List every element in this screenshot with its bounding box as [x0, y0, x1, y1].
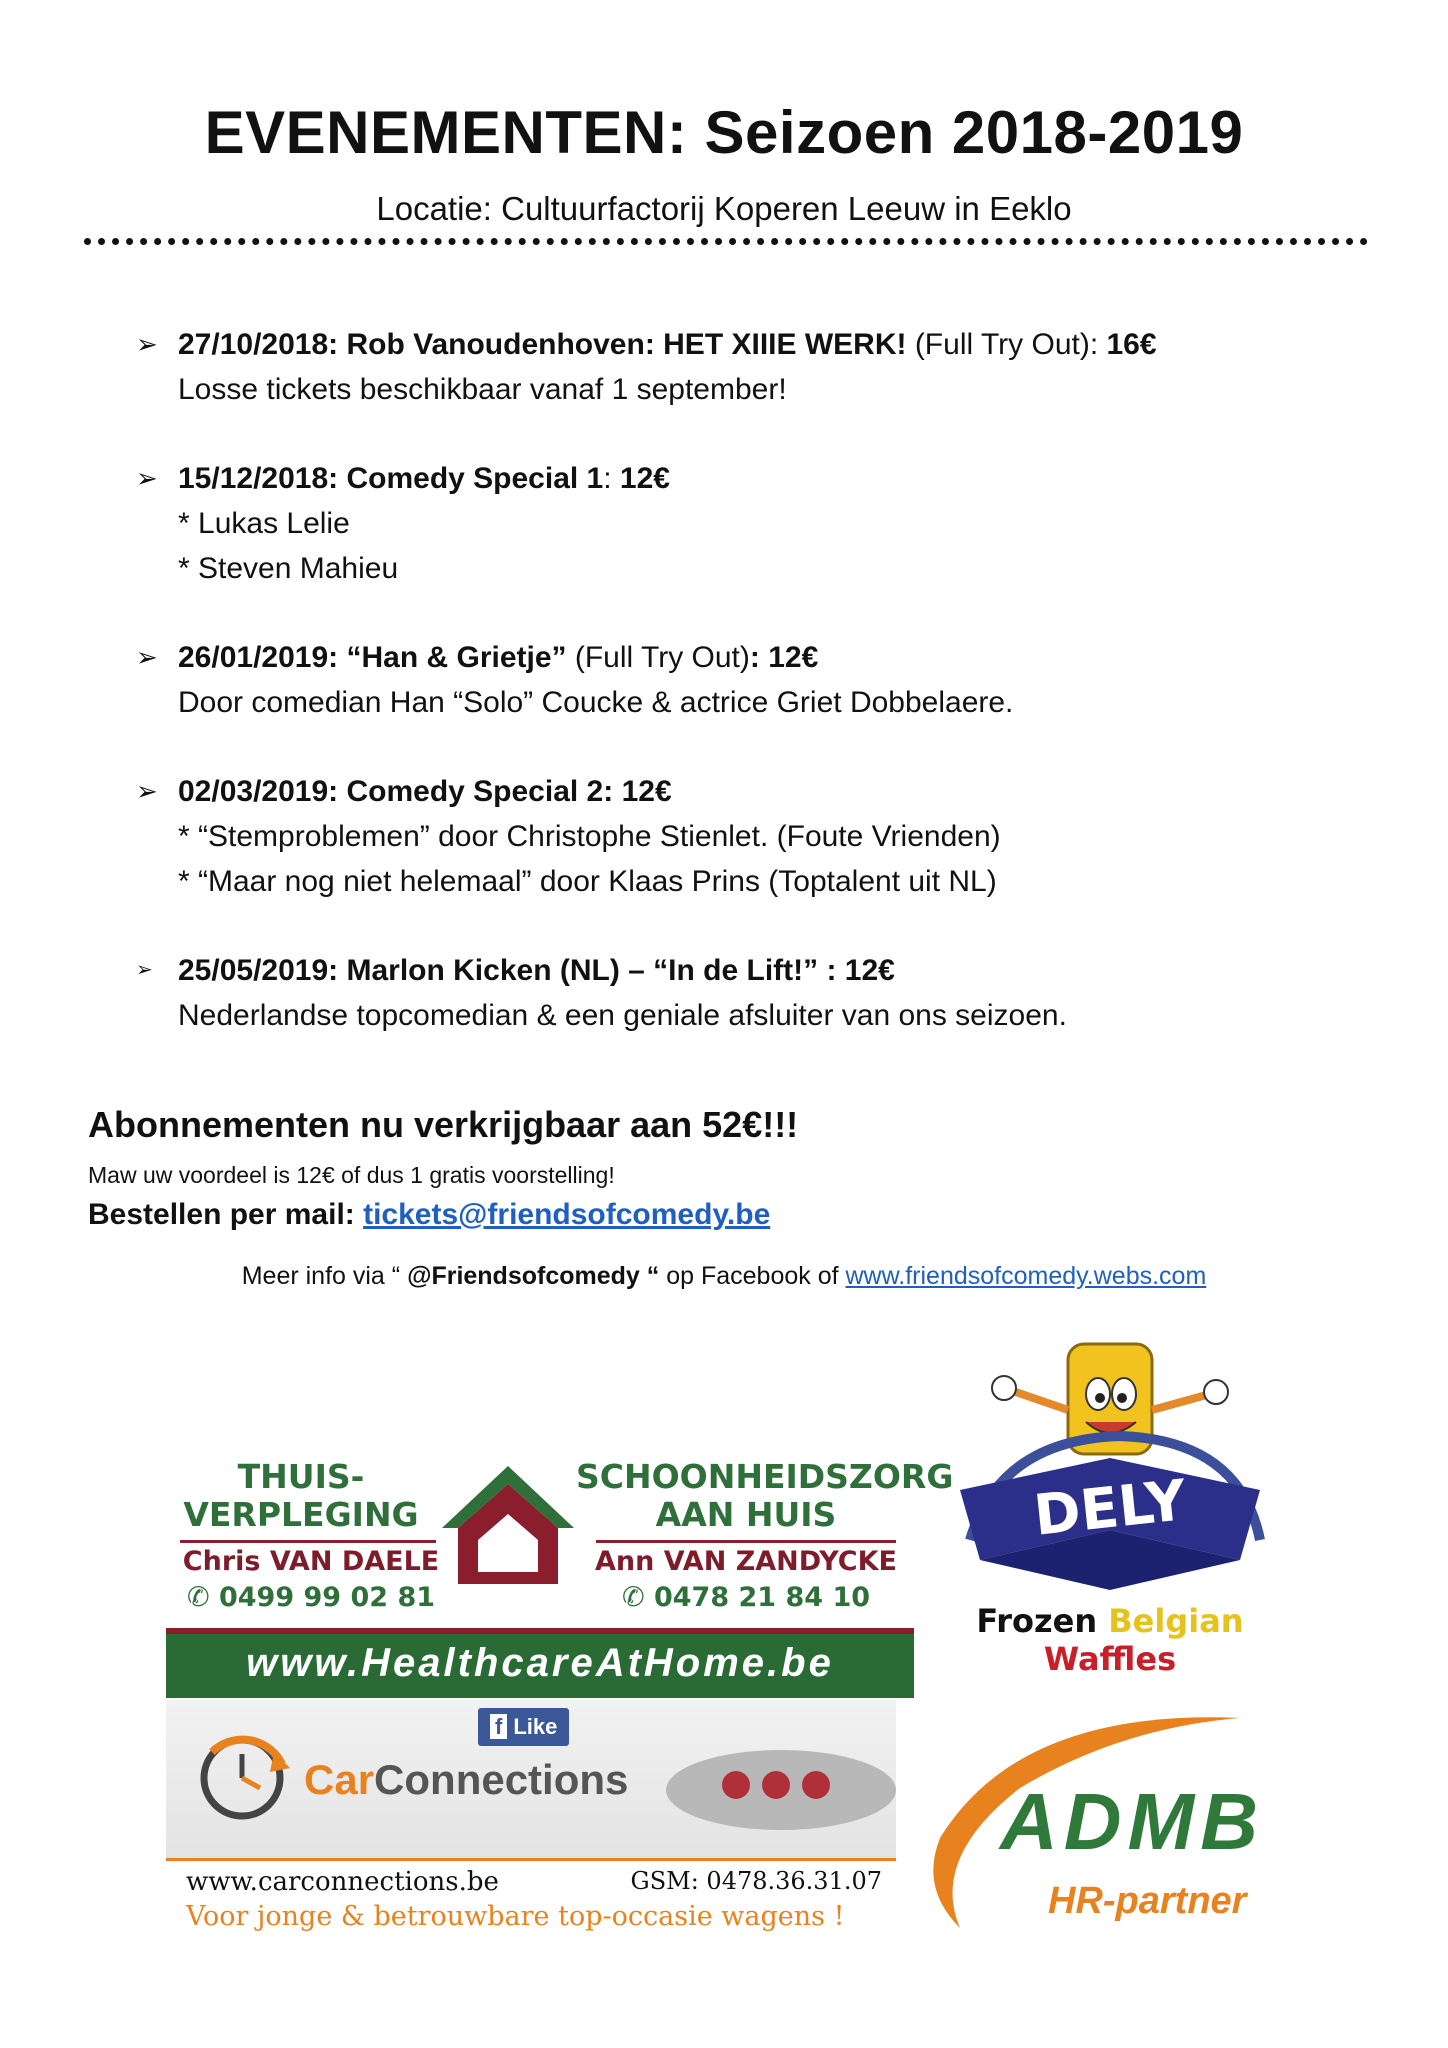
event-detail: * “Maar nog niet helemaal” door Klaas Prins (Toptalent uit NL)	[178, 865, 997, 898]
tag-belgian: Belgian	[1108, 1602, 1244, 1640]
arrow-bullet-icon: ➢	[136, 463, 158, 493]
facebook-f-icon: f	[490, 1714, 507, 1739]
event-title: 15/12/2018: Comedy Special 1	[178, 462, 604, 495]
brand-car: Car	[304, 1756, 375, 1803]
healthcare-left-title-2: VERPLEGING	[183, 1495, 419, 1534]
website-link[interactable]: www.friendsofcomedy.webs.com	[845, 1262, 1207, 1290]
location-subtitle: Locatie: Cultuurfactorij Koperen Leeuw in Eeklo	[376, 190, 1072, 227]
event-price: 12€	[619, 462, 670, 495]
healthcare-website: www.HealthcareAtHome.be	[166, 1628, 914, 1698]
car-taillight-icon	[666, 1730, 896, 1840]
info-prefix: Meer info via “	[241, 1262, 408, 1290]
arrow-bullet-icon: ➢	[136, 642, 158, 672]
event-title: 26/01/2019: “Han & Grietje”	[178, 641, 567, 674]
arrow-bullet-icon: ➢	[136, 329, 158, 359]
event-item	[136, 635, 1336, 725]
page-title: EVENEMENTEN: Seizoen 2018-2019	[204, 99, 1244, 166]
event-note: :	[603, 462, 620, 495]
healthcare-right-phone: ✆ 0478 21 84 10	[621, 1582, 871, 1613]
event-detail: Losse tickets beschikbaar vanaf 1 september!	[178, 373, 787, 406]
healthcare-left-person: Chris VAN DAELE	[182, 1546, 440, 1577]
carconnections-brand	[304, 1756, 628, 1804]
event-price: : 12€	[749, 641, 819, 674]
tag-waffles: Waffles	[1043, 1640, 1177, 1678]
healthcare-right-title-2: AAN HUIS	[655, 1495, 837, 1534]
admb-wordmark: ADMB	[1000, 1777, 1264, 1866]
healthcare-at-home-logo	[166, 1442, 954, 1692]
facebook-like-label: Like	[513, 1714, 558, 1739]
healthcare-right-person: Ann VAN ZANDYCKE	[595, 1546, 897, 1577]
event-title: 27/10/2018: Rob Vanoudenhoven: HET XIIIE WERK!	[178, 328, 907, 361]
event-detail: Door comedian Han “Solo” Coucke & actrice Griet Dobbelaere.	[178, 686, 1014, 719]
event-item	[136, 322, 1336, 412]
subscription-headline: Abonnementen nu verkrijgbaar aan 52€!!!	[88, 1104, 799, 1145]
event-note: (Full Try Out):	[906, 328, 1107, 361]
tag-frozen: Frozen	[976, 1602, 1109, 1640]
event-price: 16€	[1106, 328, 1157, 361]
event-title: 25/05/2019: Marlon Kicken (NL) – “In de Lift!” : 12€	[178, 954, 895, 987]
house-icon	[438, 1462, 578, 1592]
healthcare-left-phone: ✆ 0499 99 02 81	[186, 1582, 436, 1613]
dely-tagline	[940, 1602, 1280, 1678]
healthcare-left-title	[166, 1458, 436, 1534]
facebook-like-badge	[478, 1708, 569, 1746]
event-detail: * “Stemproblemen” door Christophe Stienlet. (Foute Vrienden)	[178, 820, 1001, 853]
healthcare-left-title-1: THUIS-	[237, 1457, 365, 1496]
healthcare-left-rule	[180, 1540, 436, 1543]
order-label: Bestellen per mail:	[88, 1198, 364, 1231]
facebook-handle: @Friendsofcomedy “	[407, 1262, 660, 1290]
more-info-line	[0, 1262, 1448, 1291]
event-detail: Nederlandse topcomedian & een geniale afsluiter van ons seizoen.	[178, 999, 1067, 1032]
carconnections-website: www.carconnections.be	[186, 1867, 499, 1897]
dely-mascot-icon	[940, 1340, 1280, 1600]
event-item	[136, 456, 1336, 591]
order-email-link[interactable]: tickets@friendsofcomedy.be	[363, 1198, 771, 1231]
carconnections-logo	[166, 1700, 896, 1936]
carconnections-footer	[166, 1858, 896, 1936]
arrow-bullet-icon: ➢	[136, 776, 158, 806]
brand-connections: Connections	[374, 1756, 629, 1803]
healthcare-right-title	[576, 1457, 954, 1534]
healthcare-right-rule	[596, 1540, 896, 1543]
admb-hr-partner-logo	[900, 1698, 1300, 1938]
subscription-note: Maw uw voordeel is 12€ of dus 1 gratis voorstelling!	[88, 1162, 615, 1188]
info-middle: op Facebook of	[659, 1262, 846, 1290]
admb-subtitle: HR-partner	[1048, 1880, 1247, 1922]
event-note: (Full Try Out)	[566, 641, 750, 674]
clock-arrow-icon	[190, 1724, 294, 1828]
carconnections-gsm: GSM: 0478.36.31.07	[630, 1867, 882, 1895]
event-list	[136, 322, 1336, 1082]
dely-waffles-logo	[940, 1340, 1280, 1678]
healthcare-right-title-1: SCHOONHEIDSZORG	[576, 1457, 954, 1496]
dely-wordmark: DELY	[1030, 1468, 1190, 1549]
event-item	[136, 769, 1336, 904]
event-title: 02/03/2019: Comedy Special 2: 12€	[178, 775, 672, 808]
event-detail: * Lukas Lelie	[178, 507, 350, 540]
event-item	[136, 948, 1336, 1038]
order-line	[88, 1198, 770, 1232]
dotted-divider	[84, 238, 1368, 245]
event-detail: * Steven Mahieu	[178, 552, 399, 585]
carconnections-slogan: Voor jonge & betrouwbare top-occasie wagens !	[186, 1901, 845, 1932]
arrow-bullet-icon: ➢	[136, 959, 153, 981]
